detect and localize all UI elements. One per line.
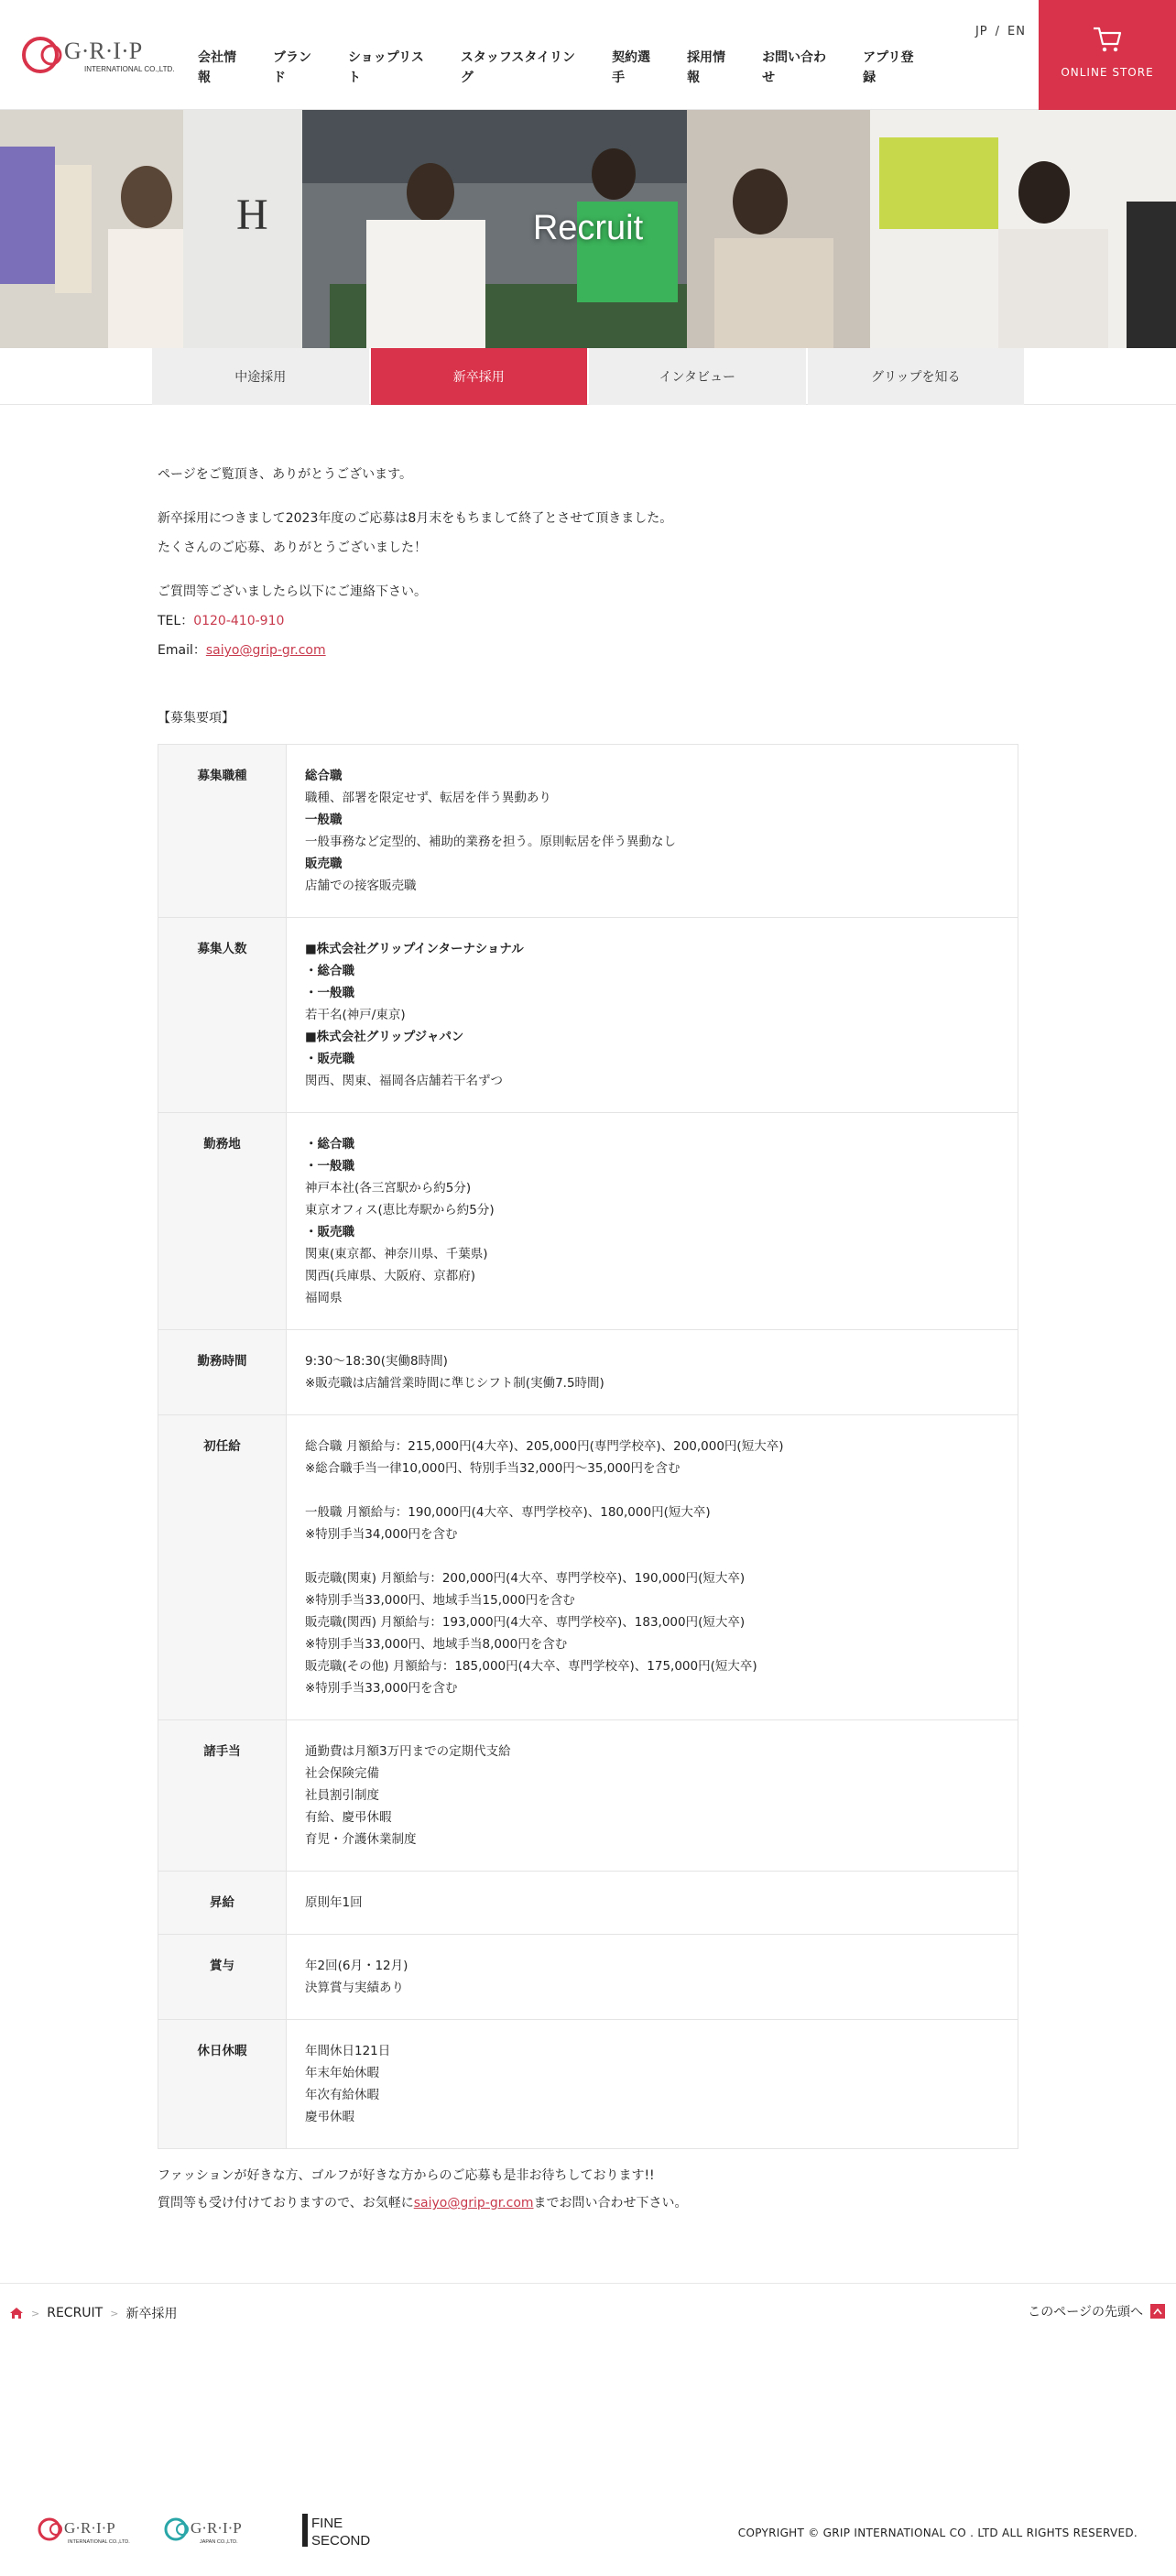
breadcrumb-separator: >: [110, 2307, 119, 2319]
table-row: [158, 2020, 1018, 2149]
row-value-line: 販売職: [305, 857, 343, 871]
contact-email: [158, 639, 1018, 661]
nav-item-label: ブラン: [273, 50, 311, 65]
row-label: 賞与: [158, 1935, 287, 2020]
row-value-line: ※総合職手当一律10,000円、特別手当32,000円〜35,000円を含む: [305, 1461, 681, 1476]
closing-line-1: ファッションが好きな方、ゴルフが好きな方からのご応募も是非お待ちしております!!: [158, 2168, 655, 2183]
row-label: 休日休暇: [158, 2020, 287, 2149]
contact-tel: [158, 610, 1018, 632]
row-value: [287, 1330, 1018, 1415]
nav-item-label: ショップリス: [348, 50, 424, 65]
tab-new-graduate[interactable]: 新卒採用: [371, 348, 588, 405]
row-value-line: 販売職(関西) 月額給与：193,000円(4大卒、専門学校卒)、183,000円(短大卒): [305, 1615, 746, 1630]
row-label: 勤務時間: [158, 1330, 287, 1415]
grip-japan-logo[interactable]: [163, 2515, 277, 2546]
svg-text:INTERNATIONAL CO.,LTD.: INTERNATIONAL CO.,LTD.: [68, 2539, 130, 2545]
row-value-line: 慶弔休暇: [305, 2110, 354, 2124]
row-value-line: 原則年1回: [305, 1895, 363, 1910]
row-value-line: ※特別手当34,000円を含む: [305, 1527, 458, 1542]
row-label: 勤務地: [158, 1113, 287, 1330]
hero-title: Recruit: [532, 209, 644, 247]
nav-item[interactable]: [863, 48, 913, 88]
copyright-text: COPYRIGHT © GRIP INTERNATIONAL CO . LTD ALL RIGHTS RESERVED.: [737, 2527, 1138, 2539]
row-value-line: 関東(東京都、神奈川県、千葉県): [305, 1247, 488, 1261]
arrow-up-icon: [1150, 2304, 1165, 2319]
site-footer: [0, 2347, 1176, 2576]
table-row: [158, 1330, 1018, 1415]
grip-logo[interactable]: [20, 33, 200, 77]
nav-item[interactable]: [461, 48, 575, 88]
thanks-text: たくさんのご応募、ありがとうございました！: [158, 540, 427, 555]
nav-item-label: ド: [273, 71, 286, 85]
online-store-label: ONLINE STORE: [1061, 66, 1154, 79]
row-value: [287, 1415, 1018, 1720]
requirements-table: [158, 744, 1018, 2149]
email-label: Email：: [158, 643, 206, 658]
row-value: [287, 1872, 1018, 1935]
row-value-line: 神戸本社(各三宮駅から約5分): [305, 1181, 472, 1195]
breadcrumb-separator: >: [31, 2307, 40, 2319]
row-value: [287, 1720, 1018, 1872]
svg-text:FINE: FINE: [311, 2516, 343, 2531]
nav-item[interactable]: [273, 48, 311, 88]
svg-text:INTERNATIONAL CO.,LTD.: INTERNATIONAL CO.,LTD.: [84, 65, 175, 73]
row-value-line: 年末年始休暇: [305, 2066, 379, 2080]
nav-item-label: 契約選: [612, 50, 651, 65]
grip-international-logo[interactable]: [37, 2515, 147, 2546]
table-row: [158, 918, 1018, 1113]
row-value-line: [305, 1545, 999, 1567]
greeting-text: ページをご覧頂き、ありがとうございます。: [158, 467, 413, 482]
tel-number[interactable]: 0120-410-910: [193, 614, 285, 628]
row-label: 募集人数: [158, 918, 287, 1113]
nav-item-label: 採用情: [687, 50, 726, 65]
row-value-line: 年次有給休暇: [305, 2088, 379, 2102]
nav-item[interactable]: [762, 48, 826, 88]
row-value-line: ・総合職: [305, 1137, 354, 1152]
lang-jp-link[interactable]: JP: [975, 25, 988, 38]
row-value-line: 育児・介護休業制度: [305, 1832, 417, 1847]
row-value-line: 有給、慶弔休暇: [305, 1810, 392, 1825]
online-store-button[interactable]: [1039, 0, 1176, 110]
table-row: [158, 745, 1018, 918]
breadcrumb-bar: [0, 2283, 1176, 2347]
row-value-line: 通勤費は月額3万円までの定期代支給: [305, 1744, 511, 1759]
svg-text:JAPAN CO.,LTD.: JAPAN CO.,LTD.: [200, 2539, 238, 2545]
tab-about-grip[interactable]: グリップを知る: [808, 348, 1025, 405]
row-value-line: 職種、部署を限定せず、転居を伴う異動あり: [305, 791, 551, 805]
hero-banner: [0, 110, 1176, 348]
tab-mid-career[interactable]: 中途採用: [152, 348, 369, 405]
closing-email-link[interactable]: saiyo@grip-gr.com: [413, 2196, 534, 2210]
closing-notice: 新卒採用につきまして2023年度のご応募は8月末をもちまして終了とさせて頂きました。: [158, 511, 673, 526]
nav-item-label: ト: [348, 71, 361, 85]
row-label: 諸手当: [158, 1720, 287, 1872]
row-value-line: 9:30〜18:30(実働8時間): [305, 1354, 448, 1369]
nav-item-label: アプリ登: [863, 50, 914, 65]
page-top-label: このページの先頭へ: [1028, 2305, 1143, 2319]
row-value-line: 決算賞与実績あり: [305, 1981, 404, 1995]
row-value-line: ※販売職は店舗営業時間に準じシフト制(実働7.5時間): [305, 1376, 604, 1391]
row-label: 初任給: [158, 1415, 287, 1720]
requirements-heading: 【募集要項】: [158, 711, 234, 726]
svg-text:SECOND: SECOND: [311, 2533, 371, 2549]
main-content: [158, 405, 1018, 2217]
row-value-line: 関西(兵庫県、大阪府、京都府): [305, 1269, 476, 1283]
svg-text:G·R·I·P: G·R·I·P: [191, 2519, 242, 2537]
nav-item[interactable]: [687, 48, 725, 88]
row-value-line: 店舗での接客販売職: [305, 879, 417, 893]
row-value: [287, 918, 1018, 1113]
row-value-line: ※特別手当33,000円、地域手当8,000円を含む: [305, 1637, 568, 1652]
fine-second-logo[interactable]: [302, 2512, 390, 2549]
page-top-link[interactable]: [1028, 2302, 1165, 2320]
breadcrumb: [9, 2304, 177, 2322]
row-value-line: 年間休日121日: [305, 2044, 391, 2058]
row-value-line: 若干名(神戸/東京): [305, 1008, 406, 1022]
row-value-line: 東京オフィス(恵比寿駅から約5分): [305, 1203, 495, 1217]
row-value: [287, 1113, 1018, 1330]
contact-lead: ご質問等ございましたら以下にご連絡下さい。: [158, 584, 427, 599]
row-value-line: ■株式会社グリップインターナショナル: [305, 942, 524, 956]
row-value-line: ・総合職: [305, 964, 354, 978]
row-value-line: ※特別手当33,000円、地域手当15,000円を含む: [305, 1593, 575, 1608]
svg-text:G·R·I·P: G·R·I·P: [64, 2519, 115, 2537]
nav-item-label: せ: [762, 71, 776, 85]
row-value-line: 一般職 月額給与：190,000円(4大卒、専門学校卒)、180,000円(短大卒): [305, 1505, 711, 1520]
row-value-line: 販売職(関東) 月額給与：200,000円(4大卒、専門学校卒)、190,000円(短大卒): [305, 1571, 746, 1586]
footer-logos: [37, 2512, 390, 2549]
nav-item-label: 手: [612, 71, 626, 85]
row-value-line: ・一般職: [305, 986, 354, 1000]
sub-tabs-bar: [0, 348, 1176, 405]
nav-item[interactable]: [612, 48, 650, 88]
table-row: [158, 1872, 1018, 1935]
lang-separator: /: [995, 25, 1001, 38]
row-value-line: 総合職: [305, 769, 343, 783]
nav-item-label: 報: [687, 71, 701, 85]
row-value-line: 総合職 月額給与：215,000円(4大卒)、205,000円(専門学校卒)、200,000円(短大卒): [305, 1439, 784, 1454]
table-row: [158, 1113, 1018, 1330]
email-link[interactable]: saiyo@grip-gr.com: [205, 643, 326, 658]
nav-item-label: グ: [460, 71, 474, 85]
row-value: [287, 2020, 1018, 2149]
site-header: [0, 0, 1176, 110]
nav-item-label: スタッフスタイリン: [460, 50, 576, 65]
row-value: [287, 745, 1018, 918]
nav-item-label: お問い合わ: [762, 50, 827, 65]
row-value-line: 販売職(その他) 月額給与：185,000円(4大卒、専門学校卒)、175,000円(短大卒): [305, 1659, 757, 1674]
row-value-line: 社会保険完備: [305, 1766, 379, 1781]
row-value: [287, 1935, 1018, 2020]
row-label: 昇給: [158, 1872, 287, 1935]
cart-icon: [1092, 26, 1123, 53]
nav-item-label: 会社情: [198, 50, 236, 65]
nav-item-label: 報: [198, 71, 211, 85]
tel-label: TEL：: [158, 614, 194, 628]
closing-message: [158, 2162, 1018, 2217]
global-nav: [198, 48, 951, 88]
home-icon[interactable]: [9, 2307, 24, 2319]
row-value-line: ■株式会社グリップジャパン: [305, 1030, 464, 1044]
svg-text:G·R·I·P: G·R·I·P: [64, 38, 143, 64]
tab-interview[interactable]: インタビュー: [589, 348, 806, 405]
row-value-line: ・販売職: [305, 1225, 354, 1239]
language-switch: [972, 25, 1029, 38]
table-row: [158, 1720, 1018, 1872]
row-value-line: [305, 1479, 999, 1501]
nav-item[interactable]: [348, 48, 424, 88]
closing-post: までお問い合わせ下さい。: [533, 2196, 688, 2210]
row-value-line: 年2回(6月・12月): [305, 1959, 408, 1973]
row-value-line: 一般事務など定型的、補助的業務を担う。原則転居を伴う異動なし: [305, 835, 676, 849]
closing-line-2: [158, 2189, 1018, 2217]
closing-pre: 質問等も受け付けておりますので、お気軽に: [158, 2196, 414, 2210]
breadcrumb-current: 新卒採用: [125, 2307, 178, 2321]
row-value-line: ・販売職: [305, 1052, 354, 1066]
row-value-line: 関西、関東、福岡各店舗若干名ずつ: [305, 1074, 503, 1088]
row-value-line: 一般職: [305, 813, 343, 827]
row-value-line: 福岡県: [305, 1291, 343, 1305]
row-value-line: ・一般職: [305, 1159, 354, 1173]
table-row: [158, 1935, 1018, 2020]
row-value-line: 社員割引制度: [305, 1788, 379, 1803]
nav-item[interactable]: [198, 48, 236, 88]
sub-tabs: [152, 348, 1024, 405]
table-row: [158, 1415, 1018, 1720]
row-value-line: ※特別手当33,000円を含む: [305, 1681, 458, 1696]
row-label: 募集職種: [158, 745, 287, 918]
breadcrumb-recruit[interactable]: RECRUIT: [47, 2306, 103, 2320]
svg-text:H: H: [236, 191, 268, 239]
nav-item-label: 録: [863, 71, 877, 85]
lang-en-link[interactable]: EN: [1007, 25, 1026, 38]
